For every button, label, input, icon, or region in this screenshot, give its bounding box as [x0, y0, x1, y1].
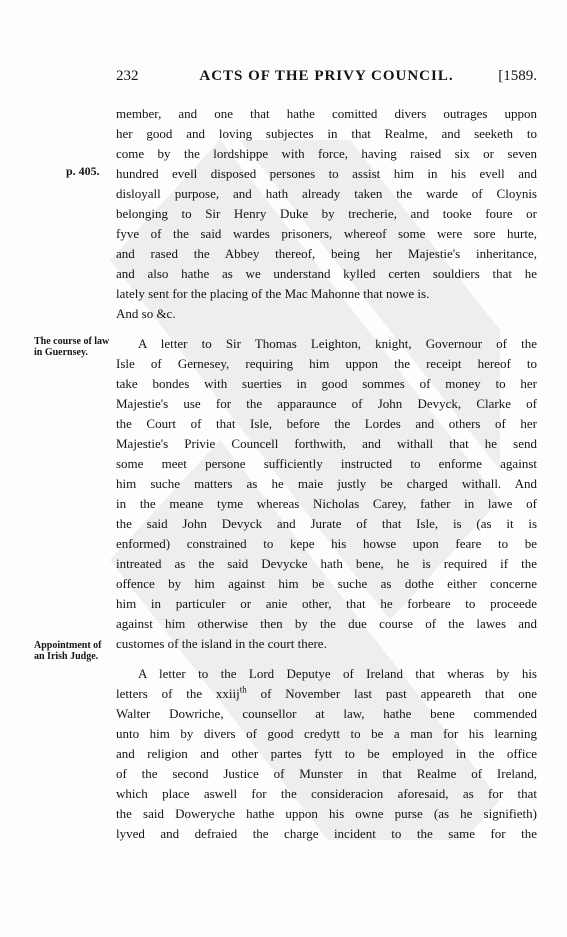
text-line: him in particuler or anie other, that he forbeare to proceede	[116, 596, 537, 611]
text-line: Majestie's use for the apparaunce of John Devyck, Clarke of	[116, 396, 537, 411]
text-line: her good and loving subjectes in that Realme, and seeketh to	[116, 126, 537, 141]
text-line: enformed) constrained to kepe his howse upon feare to be	[116, 536, 537, 551]
text-line: which place aswell for the consideracion aforesaid, as for that	[116, 786, 537, 801]
text-line: against him otherwise then by the due course of the lawes and	[116, 616, 537, 631]
page-number: 232	[116, 68, 139, 84]
text-line: in the meane tyme whereas Nicholas Carey, father in lawe of	[116, 496, 537, 511]
text-line: the said Doweryche hathe uppon his owne purse (as he signifieth)	[116, 806, 537, 821]
text-segment: of November last past appeareth that one	[260, 686, 538, 701]
text-line: hundred evell disposed persones to assist him in his evell and	[116, 166, 537, 181]
text-line: and rased the Abbey thereof, being her Majestie's inheritance,	[116, 246, 537, 261]
text-line: intreated as the said Devycke hath bene, he is required if the	[116, 556, 537, 571]
text-line: belonging to Sir Henry Duke by trecherie, and tooke foure or	[116, 206, 537, 221]
text-line: Walter Dowriche, counsellor at law, hathe bene commended	[116, 706, 537, 721]
text-line: of the second Justice of Munster in that Realme of Ireland,	[116, 766, 537, 781]
text-line: member, and one that hathe comitted divers outrages uppon	[116, 106, 537, 121]
text-line: take bondes with suerties in good sommes of money to her	[116, 376, 537, 391]
margin-note-guernsey: The course of law in Guernsey.	[34, 336, 110, 358]
text-line: offence by him against him be suche as dothe either concerne	[116, 576, 537, 591]
text-line: unto him by divers of good credytt to be a man for his learning	[116, 726, 537, 741]
text-line: fyve of the said wardes prisoners, whereof some were sore hurte,	[116, 226, 537, 241]
text-line: disloyall purpose, and hath already taken the warde of Cloynis	[116, 186, 537, 201]
text-line: lyved and defraied the charge incident to the same for the	[116, 826, 537, 841]
text-line: and also hathe as we understand kylled certen souldiers that he	[116, 266, 537, 281]
text-line: some meet persone sufficiently instructed to enforme against	[116, 456, 537, 471]
margin-note-irish-judge: Appointment of an Irish Judge.	[34, 640, 102, 662]
text-line: A letter to Sir Thomas Leighton, knight, Governour of the	[138, 336, 537, 351]
text-line: the said John Devyck and Jurate of that Isle, is (as it is	[116, 516, 537, 531]
page-header	[116, 68, 537, 92]
text-line: and religion and other partes fytt to be employed in the office	[116, 746, 537, 761]
superscript: th	[239, 684, 247, 695]
text-line: customes of the island in the court there.	[116, 636, 327, 651]
running-title: ACTS OF THE PRIVY COUNCIL.	[199, 68, 454, 84]
text-segment: letters of the xxiij	[116, 686, 240, 701]
text-line: the Court of that Isle, before the Lordes and others of her	[116, 416, 537, 431]
year-marker: [1589.	[498, 68, 537, 84]
text-line: lately sent for the placing of the Mac Mahonne that nowe is.	[116, 286, 430, 301]
page-reference: p. 405.	[66, 164, 100, 178]
text-line: A letter to the Lord Deputye of Ireland that wheras by his	[138, 666, 537, 681]
text-line: And so &c.	[116, 306, 176, 321]
text-line: come by the lordshippe with force, having raised six or seven	[116, 146, 537, 161]
text-line: him suche matters as he maie justly be charged withall. And	[116, 476, 537, 491]
text-line-with-superscript	[116, 684, 537, 704]
text-line: Isle of Gernesey, requiring him uppon the receipt hereof to	[116, 356, 537, 371]
text-line: Majestie's Privie Councell forthwith, and withall that he send	[116, 436, 537, 451]
